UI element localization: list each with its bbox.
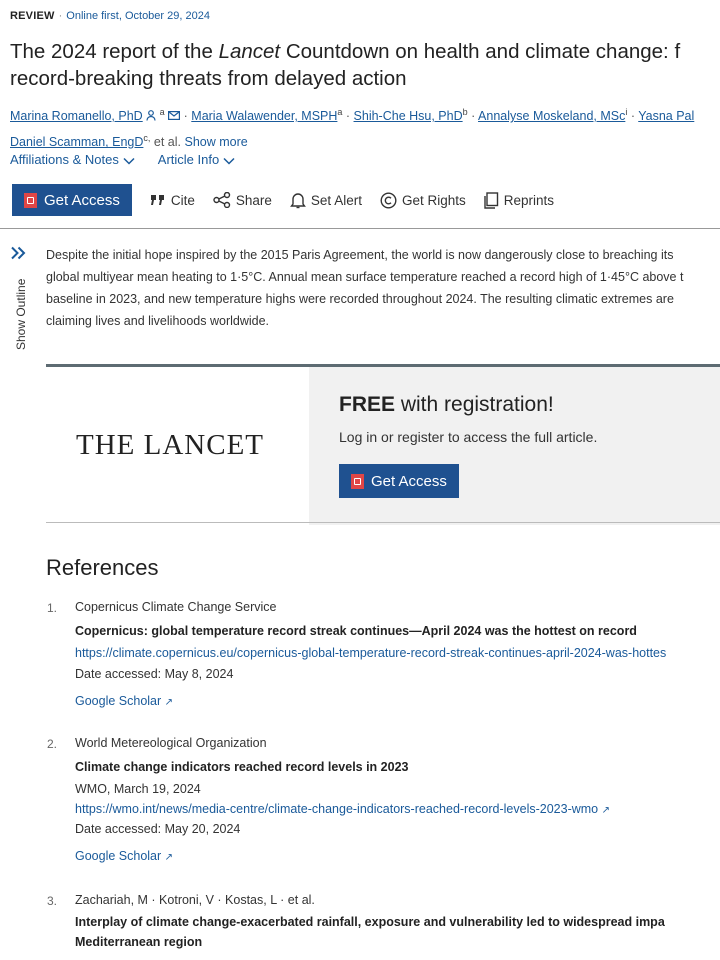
access-box-border [46, 522, 720, 523]
author-link[interactable]: Marina Romanello, PhD [10, 109, 143, 124]
ref-publication: WMO, March 19, 2024 [75, 782, 201, 796]
chevron-down-icon [223, 157, 235, 165]
share-button[interactable]: Share [213, 192, 272, 208]
article-type: REVIEW [10, 10, 55, 22]
author-link[interactable]: Daniel Scamman, EngD [10, 135, 144, 150]
abstract-text: Despite the initial hope inspired by the 2015 Paris Agreement, the world is now dangerously close to breaching its global multiyear mean heating to 1·5°C. Annual mean surface temperature reached a record high of 1·45°C above t baseline in 2023, and new temperature highs were recorded throughout 2024. The resulting climatic extremes are claiming lives and livelihoods worldwide. [46, 248, 684, 328]
copyright-icon [380, 192, 397, 209]
person-icon [146, 110, 156, 121]
email-icon[interactable] [168, 111, 180, 120]
show-outline-label[interactable]: Show Outline [14, 278, 28, 350]
references-heading: References [46, 555, 159, 580]
ref-accessed: Date accessed: May 8, 2024 [75, 667, 234, 681]
share-icon [213, 192, 231, 208]
author-link[interactable]: Shih-Che Hsu, PhD [353, 109, 463, 124]
ref-url[interactable]: https://wmo.int/news/media-centre/climate-change-indicators-reached-record-levels-2023-wmo ↗ [75, 802, 611, 816]
google-scholar-link[interactable]: Google Scholar ↗ [75, 849, 174, 863]
article-toolbar [12, 184, 554, 216]
article-meta: REVIEW · Online first, October 29, 2024 [10, 10, 210, 22]
external-link-icon: ↗ [601, 805, 611, 816]
lancet-logo: THE LANCET [76, 429, 264, 461]
pdf-icon [351, 474, 364, 489]
cite-button[interactable]: Cite [150, 193, 195, 208]
ref-title: Interplay of climate change-exacerbated rainfall, exposure and vulnerability led to widespread impa [75, 915, 665, 929]
author-list: Marina Romanello, PhD $^a$ · Maria Walawender, $MSPH^a$ · Shih-Che Hsu, PhD$^b$ · Annalyse Moskeland, MSc$^i$ · Yasna Pal Daniel Scamman, EngD$^{c,}$ et al. Show more [10, 107, 695, 150]
quote-icon [150, 194, 166, 206]
set-alert-button[interactable]: Set Alert [290, 192, 362, 209]
ref-source: World Metereological Organization [75, 736, 267, 750]
external-link-icon: ↗ [164, 697, 174, 708]
ref-title-continued: Mediterranean region [75, 935, 203, 949]
online-date: Online first, October 29, 2024 [66, 10, 210, 22]
google-scholar-link[interactable]: Google Scholar ↗ [75, 694, 174, 708]
info-row [10, 152, 255, 167]
reprint-icon [484, 192, 499, 209]
external-link-icon: ↗ [164, 852, 174, 863]
free-heading: FREE with registration! [339, 393, 554, 416]
show-more-link[interactable]: Show more [184, 135, 248, 150]
registration-panel [309, 367, 720, 525]
access-box [46, 364, 720, 525]
reprints-button[interactable]: Reprints [484, 192, 554, 209]
ref-accessed: Date accessed: May 20, 2024 [75, 822, 241, 836]
ref-number: 1. [47, 601, 58, 615]
ref-title: Climate change indicators reached record levels in 2023 [75, 760, 409, 774]
ref-source: Zachariah, M · Kotroni, V · Kostas, L · et al. [75, 893, 315, 907]
affiliations-toggle[interactable]: Affiliations & Notes [10, 152, 135, 167]
toolbar-divider [0, 228, 720, 229]
chevron-down-icon [123, 157, 135, 165]
article-info-toggle[interactable]: Article Info [158, 152, 235, 167]
article-title: The 2024 report of the Lancet Countdown on health and climate change: f record-breaking threats from delayed action [10, 40, 681, 90]
author-link[interactable]: Yasna Pal [638, 109, 695, 124]
et-al: et al. [153, 135, 182, 150]
pdf-icon [24, 193, 37, 208]
show-outline-toggle[interactable] [10, 245, 26, 265]
author-link[interactable]: Annalyse Moskeland, MSc [478, 109, 626, 124]
get-access-button-secondary[interactable]: Get Access [339, 464, 459, 498]
author-link[interactable]: Maria Walawender, MSPH [191, 109, 338, 124]
get-access-button[interactable]: Get Access [12, 184, 132, 216]
ref-url[interactable]: https://climate.copernicus.eu/copernicus-global-temperature-record-streak-continues-april-2024-was-hottes [75, 646, 667, 660]
get-rights-button[interactable]: Get Rights [380, 192, 466, 209]
ref-number: 2. [47, 737, 58, 751]
ref-title: Copernicus: global temperature record streak continues—April 2024 was the hottest on record [75, 624, 637, 638]
bell-icon [290, 192, 306, 209]
login-text: Log in or register to access the full article. [339, 429, 598, 445]
double-chevron-right-icon [10, 246, 26, 260]
ref-number: 3. [47, 894, 58, 908]
ref-source: Copernicus Climate Change Service [75, 600, 277, 614]
